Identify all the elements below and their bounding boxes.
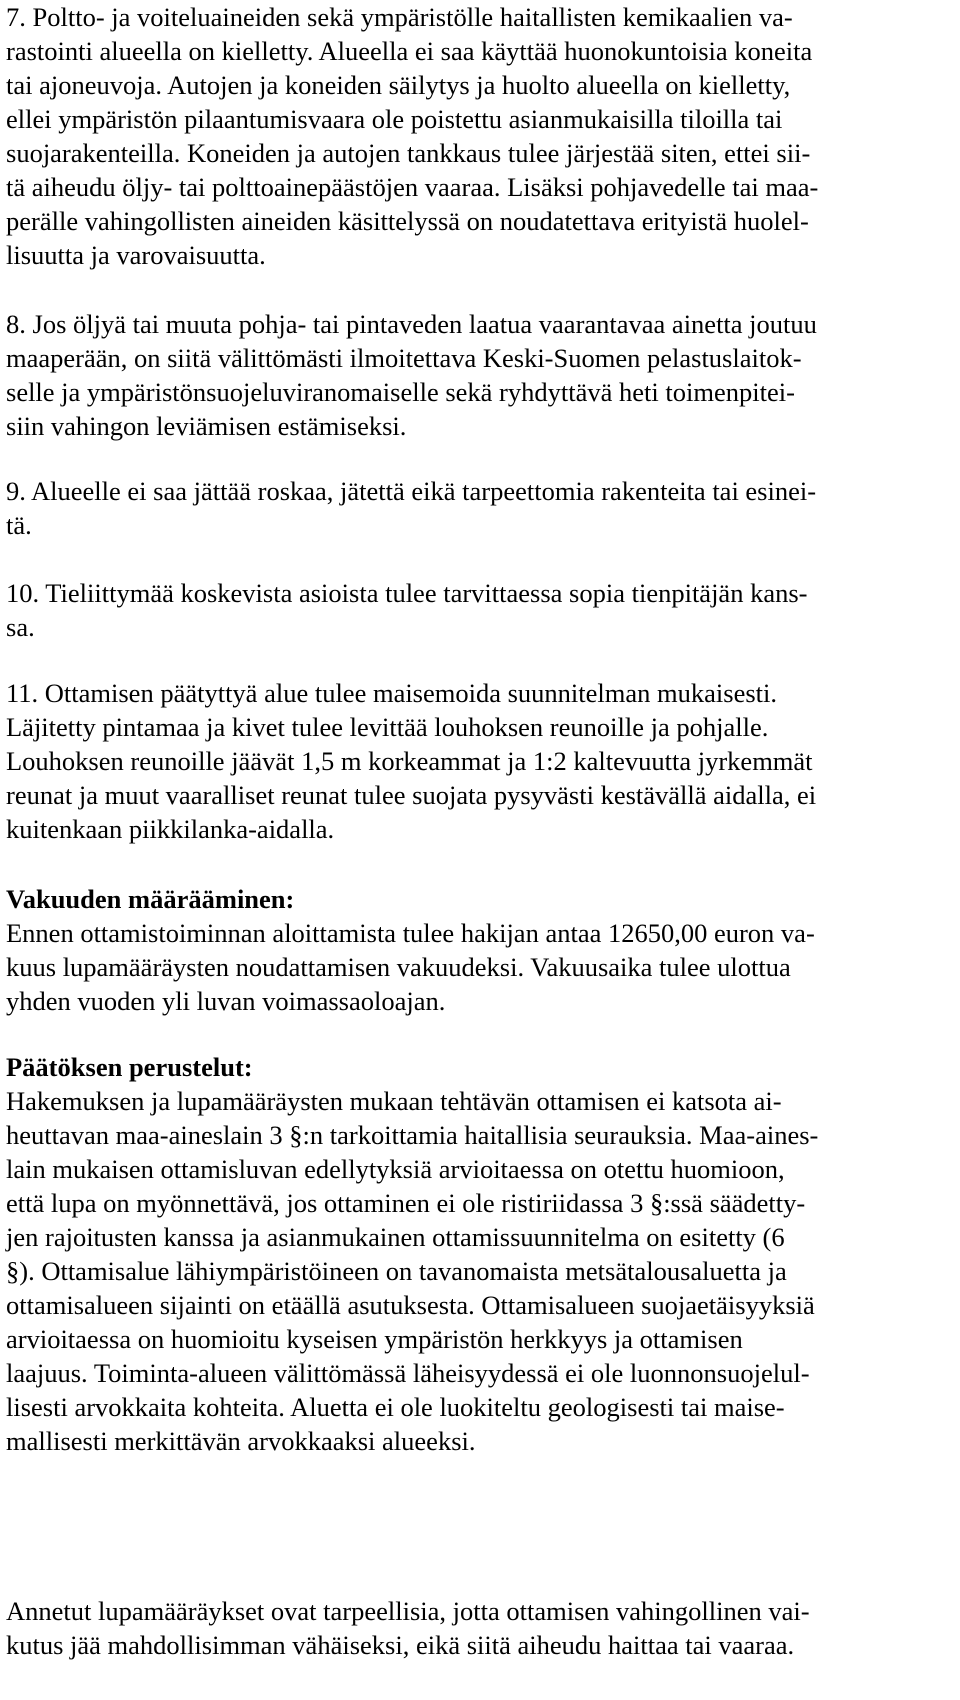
text-line: selle ja ympäristönsuojeluviranomaiselle sekä ryhdyttävä heti toimenpitei- (6, 377, 795, 407)
text-line: että lupa on myönnettävä, jos ottaminen ei ole ristiriidassa 3 §:ssä säädetty- (6, 1188, 806, 1218)
text-line: perälle vahingollisten aineiden käsittelyssä on noudatettava erityistä huolel- (6, 206, 809, 236)
text-line: 8. Jos öljyä tai muuta pohja- tai pintaveden laatua vaarantavaa ainetta joutuu (6, 309, 817, 339)
section-heading: Päätöksen perustelut: (6, 1052, 253, 1082)
text-line: heuttavan maa-aineslain 3 §:n tarkoittamia haitallisia seurauksia. Maa-aines- (6, 1120, 819, 1150)
text-line: 11. Ottamisen päätyttyä alue tulee maisemoida suunnitelman mukaisesti. (6, 678, 778, 708)
text-line: Hakemuksen ja lupamääräysten mukaan tehtävän ottamisen ei katsota ai- (6, 1086, 782, 1116)
section-vakuus (6, 882, 946, 1018)
text-line: ottamisalueen sijainti on etäällä asutuksesta. Ottamisalueen suojaetäisyyksiä (6, 1290, 815, 1320)
text-line: kuitenkaan piikkilanka-aidalla. (6, 814, 335, 844)
text-line: sa. (6, 612, 35, 642)
text-line: siin vahingon leviämisen estämiseksi. (6, 411, 407, 441)
text-line: tai ajoneuvoja. Autojen ja koneiden säilytys ja huolto alueella on kielletty, (6, 70, 791, 100)
text-line: tä aiheudu öljy- tai polttoainepäästöjen vaaraa. Lisäksi pohjavedelle tai maa- (6, 172, 819, 202)
text-line: ellei ympäristön pilaantumisvaara ole poistettu asianmukaisilla tiloilla tai (6, 104, 783, 134)
paragraph-9 (6, 474, 946, 542)
text-line: laajuus. Toiminta-alueen välittömässä läheisyydessä ei ole luonnonsuojelul- (6, 1358, 810, 1388)
text-line: Läjitetty pintamaa ja kivet tulee levittää louhoksen reunoille ja pohjalle. (6, 712, 769, 742)
text-line: lain mukaisen ottamisluvan edellytyksiä arvioitaessa on otettu huomioon, (6, 1154, 785, 1184)
text-line: maaperään, on siitä välittömästi ilmoitettava Keski-Suomen pelastuslaitok- (6, 343, 802, 373)
text-line: yhden vuoden yli luvan voimassaoloajan. (6, 986, 446, 1016)
paragraph-10 (6, 576, 946, 644)
text-line: jen rajoitusten kanssa ja asianmukainen ottamissuunnitelma on esitetty (6 (6, 1222, 785, 1252)
text-line: 7. Poltto- ja voiteluaineiden sekä ympäristölle haitallisten kemikaalien va- (6, 2, 793, 32)
text-line: kuus lupamääräysten noudattamisen vakuudeksi. Vakuusaika tulee ulottua (6, 952, 791, 982)
text-line: kutus jää mahdollisimman vähäiseksi, eikä siitä aiheudu haittaa tai vaaraa. (6, 1630, 795, 1660)
text-line: reunat ja muut vaaralliset reunat tulee suojata pysyvästi kestävällä aidalla, ei (6, 780, 817, 810)
text-line: arvioitaessa on huomioitu kyseisen ympäristön herkkyys ja ottamisen (6, 1324, 743, 1354)
paragraph-11 (6, 676, 946, 846)
text-line: 10. Tieliittymää koskevista asioista tulee tarvittaessa sopia tienpitäjän kans- (6, 578, 808, 608)
closing-paragraph (6, 1594, 946, 1662)
text-line: rastointi alueella on kielletty. Alueella ei saa käyttää huonokuntoisia koneita (6, 36, 813, 66)
text-line: mallisesti merkittävän arvokkaaksi alueeksi. (6, 1426, 476, 1456)
text-line: Ennen ottamistoiminnan aloittamista tulee hakijan antaa 12650,00 euron va- (6, 918, 815, 948)
text-line: §). Ottamisalue lähiympäristöineen on tavanomaista metsätalousaluetta ja (6, 1256, 787, 1286)
text-line: 9. Alueelle ei saa jättää roskaa, jätettä eikä tarpeettomia rakenteita tai esinei- (6, 476, 817, 506)
text-line: lisesti arvokkaita kohteita. Aluetta ei ole luokiteltu geologisesti tai maise- (6, 1392, 785, 1422)
text-line: Louhoksen reunoille jäävät 1,5 m korkeammat ja 1:2 kaltevuutta jyrkemmät (6, 746, 813, 776)
text-line: suojarakenteilla. Koneiden ja autojen tankkaus tulee järjestää siten, ettei sii- (6, 138, 811, 168)
paragraph-7 (6, 0, 946, 272)
paragraph-8 (6, 307, 946, 443)
section-heading: Vakuuden määrääminen: (6, 884, 295, 914)
section-perustelut (6, 1050, 946, 1458)
text-line: lisuutta ja varovaisuutta. (6, 240, 266, 270)
text-line: Annetut lupamääräykset ovat tarpeellisia, jotta ottamisen vahingollinen vai- (6, 1596, 810, 1626)
text-line: tä. (6, 510, 32, 540)
